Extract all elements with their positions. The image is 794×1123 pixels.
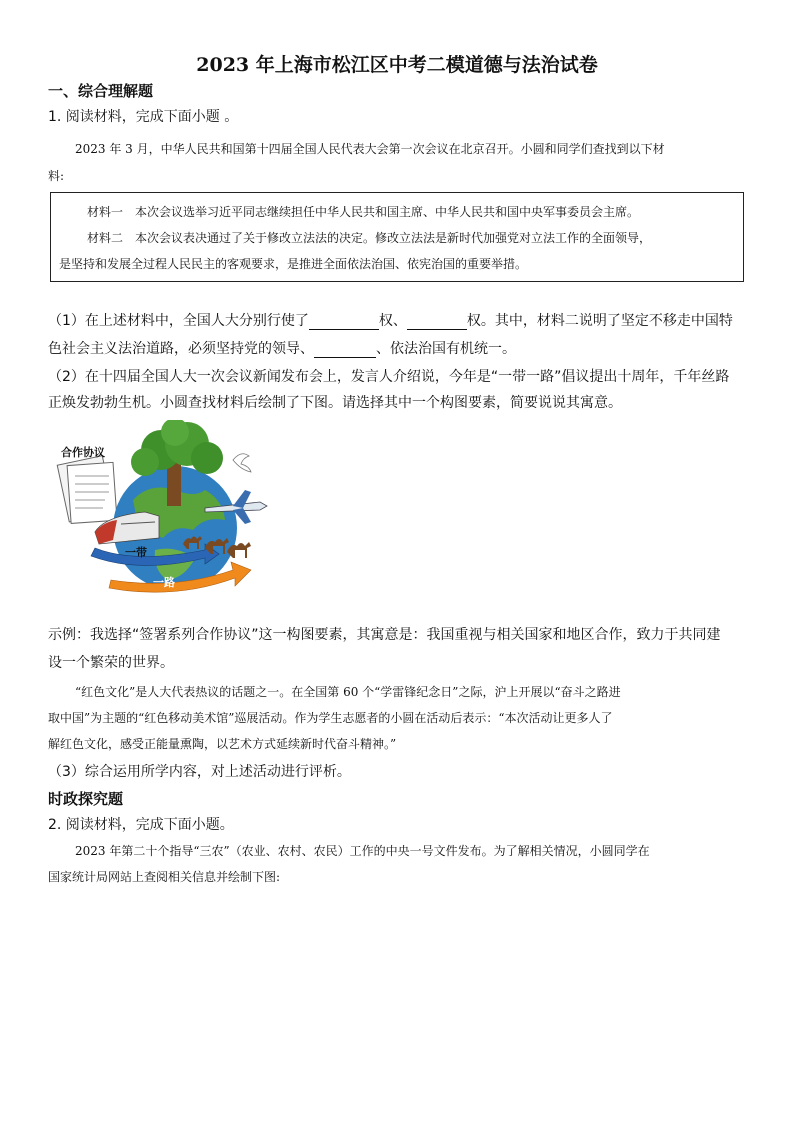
- belt-and-road-svg: [55, 420, 275, 595]
- subquestion-1: [48, 310, 733, 330]
- question-1-intro: 1. 阅读材料，完成下面小题 。: [48, 109, 239, 125]
- answer-blank[interactable]: [407, 315, 467, 330]
- subquestion-2-line: （2）在十四届全国人大一次会议新闻发布会上，发言人介绍说，今年是“一带一路”倡议提出十周年，千年丝路: [48, 369, 730, 385]
- q1-paragraph-line: 2023 年 3 月，中华人民共和国第十四届全国人民代表大会第一次会议在北京召开。小圆和同学们查找到以下材: [75, 142, 665, 156]
- q1-paragraph-line: 料:: [48, 169, 65, 183]
- example-answer-line: 示例：我选择“签署系列合作协议”这一构图要素，其寓意是：我国重视与相关国家和地区合作，致力于共同建: [48, 627, 721, 643]
- red-culture-paragraph-line: “红色文化”是人大代表热议的话题之一。在全国第 60 个“学雷锋纪念日”之际，沪上开展以“奋斗之路进: [75, 685, 621, 699]
- red-culture-paragraph-line: 解红色文化，感受正能量熏陶，以艺术方式延续新时代奋斗精神。”: [48, 737, 397, 751]
- q2-paragraph-line: 国家统计局网站上查阅相关信息并绘制下图:: [48, 870, 281, 884]
- belt-and-road-illustration: [55, 420, 275, 595]
- dove-icon: [233, 454, 251, 472]
- subquestion-3: （3）综合运用所学内容，对上述活动进行评析。: [48, 764, 351, 780]
- subquestion-1-text: 权。其中，材料二说明了坚定不移走中国特: [466, 313, 733, 329]
- agreement-documents-icon: [57, 456, 117, 524]
- section-heading-comprehensive: 一、综合理解题: [48, 82, 154, 100]
- subquestion-2-line: 正焕发勃勃生机。小圆查找材料后绘制了下图。请选择其中一个构图要素，简要说说其寓意。: [48, 395, 622, 411]
- label-road: 一路: [153, 577, 175, 589]
- section-heading-current-affairs: 时政探究题: [48, 790, 124, 808]
- page-title: 2023 年上海市松江区中考二模道德与法治试卷: [196, 54, 598, 76]
- answer-blank[interactable]: [309, 315, 379, 330]
- material-2-line: 材料二 本次会议表决通过了关于修改立法法的决定。修改立法法是新时代加强党对立法工作的全面领导，: [87, 231, 652, 245]
- answer-blank[interactable]: [314, 343, 376, 358]
- example-answer-line: 设一个繁荣的世界。: [48, 655, 174, 671]
- label-belt: 一带: [125, 547, 147, 559]
- subquestion-1-text: （1）在上述材料中，全国人大分别行使了: [48, 313, 309, 329]
- question-2-intro: 2. 阅读材料，完成下面小题。: [48, 817, 234, 833]
- subquestion-1-text: 、依法治国有机统一。: [376, 341, 516, 357]
- material-2-line: 是坚持和发展全过程人民民主的客观要求，是推进全面依法治国、依宪治国的重要举措。: [59, 257, 528, 271]
- label-agreement: 合作协议: [61, 447, 105, 459]
- red-culture-paragraph-line: 取中国”为主题的“红色移动美术馆”巡展活动。作为学生志愿者的小圆在活动后表示：“本次活动让更多人了: [48, 711, 613, 725]
- material-box: [50, 192, 744, 282]
- material-1: 材料一 本次会议选举习近平同志继续担任中华人民共和国主席、中华人民共和国中央军事委员会主席。: [87, 205, 640, 219]
- subquestion-1-text: 权、: [378, 313, 407, 329]
- subquestion-1-line2: [48, 338, 516, 358]
- subquestion-1-text: 色社会主义法治道路，必须坚持党的领导、: [48, 341, 314, 357]
- q2-paragraph-line: 2023 年第二十个指导“三农”（农业、农村、农民）工作的中央一号文件发布。为了解相关情况，小圆同学在: [75, 844, 650, 858]
